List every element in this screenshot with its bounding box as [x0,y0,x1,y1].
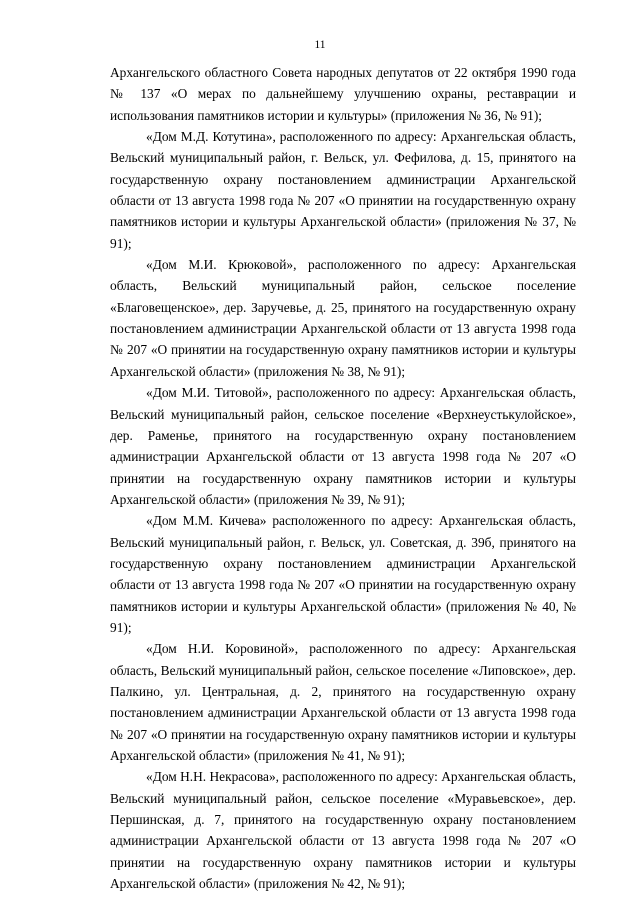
paragraph-titova-house: «Дом М.И. Титовой», расположенного по адресу: Архангельская область, Вельский муниципальный район, сельское поселение «Верхнеустькулойское», дер. Раменье, принятого на государственную охрану постановлением администрации Архангельской области от 13 августа 1998 года № 207 «О принятии на государственную охрану памятников истории и культуры Архангельской области» (приложения № 39, № 91); [110,385,576,507]
paragraph-kichev-house: «Дом М.М. Кичева» расположенного по адресу: Архангельская область, Вельский муниципальный район, г. Вельск, ул. Советская, д. 39б, принятого на государственную охрану постановлением администрации Архангельской области от 13 августа 1998 года № 207 «О принятии на государственную охрану памятников истории и культуры Архангельской области» (приложения № 40, № 91); [110,513,576,635]
page-number: 11 [314,39,326,51]
paragraph-kotutin-house: «Дом М.Д. Котутина», расположенного по адресу: Архангельская область, Вельский муниципальный район, г. Вельск, ул. Фефилова, д. 15, принятого на государственную охрану постановлением администрации Архангельской области от 13 августа 1998 года № 207 «О принятии на государственную охрану памятников истории и культуры Архангельской области» (приложения № 37, № 91); [110,129,576,251]
document-body [110,62,576,894]
paragraph-continuation: Архангельского областного Совета народных депутатов от 22 октября 1990 года № 137 «О мерах по дальнейшему улучшению охраны, реставрации и использования памятников истории и культуры» (приложения № 36, № 91); [110,65,576,123]
paragraph-nekrasov-house: «Дом Н.Н. Некрасова», расположенного по адресу: Архангельская область, Вельский муниципальный район, сельское поселение «Муравьевское», дер. Першинская, д. 7, принятого на государственную охрану постановлением администрации Архангельской области от 13 августа 1998 года № 207 «О принятии на государственную охрану памятников истории и культуры Архангельской области» (приложения № 42, № 91); [110,769,576,892]
paragraph-kryukova-house: «Дом М.И. Крюковой», расположенного по адресу: Архангельская область, Вельский муниципальный район, сельское поселение «Благовещенское», дер. Заручевье, д. 25, принятого на государственную охрану постановлением администрации Архангельской области от 13 августа 1998 года № 207 «О принятии на государственную охрану памятников истории и культуры Архангельской области» (приложения № 38, № 91); [110,257,576,379]
paragraph-korovina-house: «Дом Н.И. Коровиной», расположенного по адресу: Архангельская область, Вельский муниципальный район, сельское поселение «Липовское», дер. Палкино, ул. Центральная, д. 2, принятого на государственную охрану постановлением администрации Архангельской области от 13 августа 1998 года № 207 «О принятии на государственную охрану памятников истории и культуры Архангельской области» (приложения № 41, № 91); [110,641,576,763]
